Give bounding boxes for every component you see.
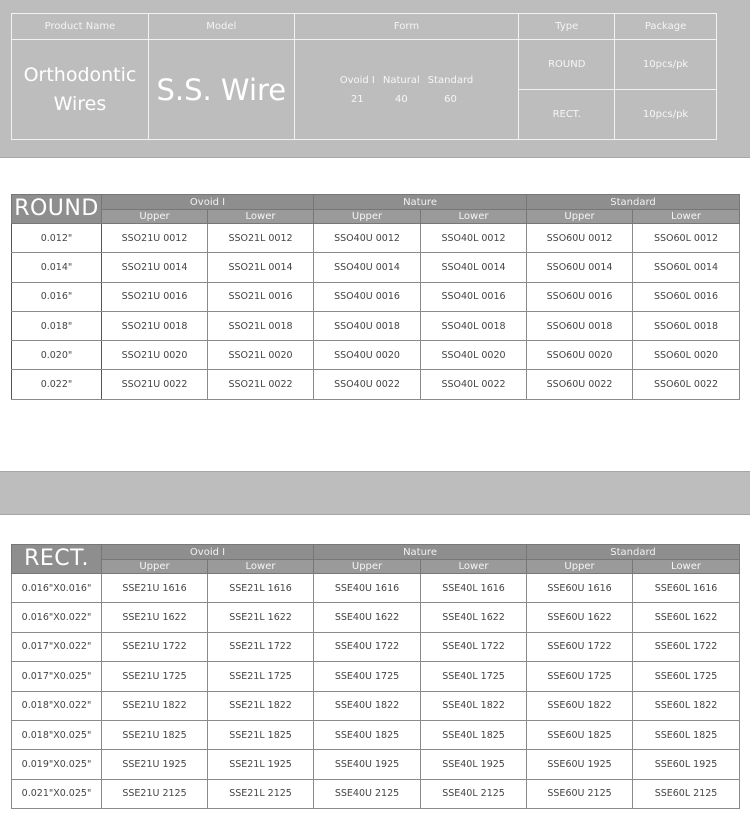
size-cell: 0.014" bbox=[12, 253, 102, 282]
package-rect: 10pcs/pk bbox=[615, 90, 717, 140]
code-cell: SSO21L 0014 bbox=[208, 253, 314, 282]
table-row bbox=[12, 750, 740, 779]
code-cell: SSO60U 0012 bbox=[527, 224, 633, 253]
table-row bbox=[12, 603, 740, 632]
type-round: ROUND bbox=[519, 40, 615, 90]
sub-lower: Lower bbox=[208, 560, 314, 574]
code-cell: SSE60U 1825 bbox=[527, 720, 633, 749]
code-cell: SSO60U 0022 bbox=[527, 370, 633, 399]
code-cell: SSE21L 1622 bbox=[208, 603, 314, 632]
sub-upper: Upper bbox=[527, 210, 633, 224]
model-name: S.S. Wire bbox=[148, 40, 294, 140]
code-cell: SSO40U 0020 bbox=[314, 341, 421, 370]
code-cell: SSE21U 1616 bbox=[102, 574, 208, 603]
group-standard: Standard bbox=[527, 195, 740, 210]
code-cell: SSE60L 1622 bbox=[633, 603, 740, 632]
code-cell: SSO21L 0012 bbox=[208, 224, 314, 253]
group-ovoid: Ovoid I bbox=[102, 195, 314, 210]
code-cell: SSE60L 1725 bbox=[633, 662, 740, 691]
code-cell: SSO40L 0022 bbox=[421, 370, 527, 399]
sub-lower: Lower bbox=[421, 560, 527, 574]
code-cell: SSO21L 0020 bbox=[208, 341, 314, 370]
code-cell: SSE60U 2125 bbox=[527, 779, 633, 808]
code-cell: SSO40U 0016 bbox=[314, 282, 421, 311]
code-cell: SSE60L 1822 bbox=[633, 691, 740, 720]
code-cell: SSO21L 0018 bbox=[208, 311, 314, 340]
code-cell: SSE60L 1616 bbox=[633, 574, 740, 603]
code-cell: SSO60U 0016 bbox=[527, 282, 633, 311]
code-cell: SSO21L 0016 bbox=[208, 282, 314, 311]
size-cell: 0.017"X0.025" bbox=[12, 662, 102, 691]
sub-upper: Upper bbox=[527, 560, 633, 574]
size-cell: 0.016"X0.022" bbox=[12, 603, 102, 632]
code-cell: SSE21L 1725 bbox=[208, 662, 314, 691]
code-cell: SSE60U 1822 bbox=[527, 691, 633, 720]
code-cell: SSE21U 2125 bbox=[102, 779, 208, 808]
code-cell: SSO21U 0022 bbox=[102, 370, 208, 399]
code-cell: SSO60U 0020 bbox=[527, 341, 633, 370]
code-cell: SSE60U 1616 bbox=[527, 574, 633, 603]
code-cell: SSO40L 0018 bbox=[421, 311, 527, 340]
code-cell: SSE21L 1822 bbox=[208, 691, 314, 720]
product-name-line2: Wires bbox=[53, 92, 107, 115]
code-cell: SSO60L 0016 bbox=[633, 282, 740, 311]
table-row bbox=[12, 662, 740, 691]
spec-banner bbox=[0, 0, 750, 158]
section-divider bbox=[0, 471, 750, 515]
code-cell: SSE21L 1616 bbox=[208, 574, 314, 603]
form-code-standard: 60 bbox=[444, 93, 457, 105]
code-cell: SSO40L 0012 bbox=[421, 224, 527, 253]
table-row bbox=[12, 574, 740, 603]
code-cell: SSO21U 0020 bbox=[102, 341, 208, 370]
size-cell: 0.018"X0.025" bbox=[12, 720, 102, 749]
table-row bbox=[12, 282, 740, 311]
table-row bbox=[12, 779, 740, 808]
sub-lower: Lower bbox=[633, 560, 740, 574]
size-cell: 0.012" bbox=[12, 224, 102, 253]
code-cell: SSE60L 1722 bbox=[633, 632, 740, 661]
code-cell: SSE40U 1822 bbox=[314, 691, 421, 720]
code-cell: SSO40U 0014 bbox=[314, 253, 421, 282]
code-cell: SSO60U 0014 bbox=[527, 253, 633, 282]
size-cell: 0.020" bbox=[12, 341, 102, 370]
code-cell: SSE60U 1622 bbox=[527, 603, 633, 632]
table-row bbox=[12, 311, 740, 340]
sub-upper: Upper bbox=[314, 560, 421, 574]
code-cell: SSO40U 0012 bbox=[314, 224, 421, 253]
code-cell: SSE60U 1925 bbox=[527, 750, 633, 779]
code-cell: SSE21U 1725 bbox=[102, 662, 208, 691]
header-product-name: Product Name bbox=[12, 14, 149, 40]
group-nature: Nature bbox=[314, 545, 527, 560]
code-cell: SSO21U 0012 bbox=[102, 224, 208, 253]
code-cell: SSO21U 0018 bbox=[102, 311, 208, 340]
code-cell: SSO40L 0014 bbox=[421, 253, 527, 282]
size-cell: 0.016"X0.016" bbox=[12, 574, 102, 603]
table-row bbox=[12, 224, 740, 253]
group-standard: Standard bbox=[527, 545, 740, 560]
code-cell: SSE40U 2125 bbox=[314, 779, 421, 808]
code-cell: SSE40U 1925 bbox=[314, 750, 421, 779]
code-cell: SSO60L 0022 bbox=[633, 370, 740, 399]
table-row bbox=[12, 691, 740, 720]
code-cell: SSO60L 0014 bbox=[633, 253, 740, 282]
form-code-ovoid: 21 bbox=[350, 93, 364, 105]
form-label-ovoid: Ovoid I bbox=[339, 74, 375, 86]
code-cell: SSE40U 1622 bbox=[314, 603, 421, 632]
code-cell: SSO40U 0018 bbox=[314, 311, 421, 340]
sub-upper: Upper bbox=[102, 560, 208, 574]
sub-upper: Upper bbox=[102, 210, 208, 224]
code-cell: SSO40L 0020 bbox=[421, 341, 527, 370]
code-cell: SSE60L 1925 bbox=[633, 750, 740, 779]
spec-table bbox=[11, 13, 717, 140]
code-cell: SSO40U 0022 bbox=[314, 370, 421, 399]
size-cell: 0.021"X0.025" bbox=[12, 779, 102, 808]
code-cell: SSE60U 1722 bbox=[527, 632, 633, 661]
size-cell: 0.019"X0.025" bbox=[12, 750, 102, 779]
code-cell: SSE40L 2125 bbox=[421, 779, 527, 808]
rect-table bbox=[11, 544, 740, 809]
group-nature: Nature bbox=[314, 195, 527, 210]
code-cell: SSO21U 0016 bbox=[102, 282, 208, 311]
sub-upper: Upper bbox=[314, 210, 421, 224]
code-cell: SSE21L 1722 bbox=[208, 632, 314, 661]
table-row bbox=[12, 341, 740, 370]
code-cell: SSE21L 1925 bbox=[208, 750, 314, 779]
header-package: Package bbox=[615, 14, 717, 40]
code-cell: SSE40U 1616 bbox=[314, 574, 421, 603]
product-name-line1: Orthodontic bbox=[23, 63, 137, 86]
size-cell: 0.022" bbox=[12, 370, 102, 399]
header-form: Form bbox=[294, 14, 519, 40]
code-cell: SSE21L 1825 bbox=[208, 720, 314, 749]
round-table bbox=[11, 194, 740, 400]
code-cell: SSE40U 1825 bbox=[314, 720, 421, 749]
code-cell: SSE60U 1725 bbox=[527, 662, 633, 691]
code-cell: SSE40U 1725 bbox=[314, 662, 421, 691]
code-cell: SSE60L 1825 bbox=[633, 720, 740, 749]
code-cell: SSE40L 1822 bbox=[421, 691, 527, 720]
code-cell: SSE21U 1825 bbox=[102, 720, 208, 749]
code-cell: SSO40L 0016 bbox=[421, 282, 527, 311]
header-model: Model bbox=[148, 14, 294, 40]
code-cell: SSO60U 0018 bbox=[527, 311, 633, 340]
group-ovoid: Ovoid I bbox=[102, 545, 314, 560]
form-values bbox=[294, 40, 519, 140]
sub-lower: Lower bbox=[421, 210, 527, 224]
product-name bbox=[12, 40, 149, 140]
table-row bbox=[12, 253, 740, 282]
form-code-natural: 40 bbox=[394, 93, 408, 105]
form-label-standard: Standard bbox=[427, 74, 474, 86]
code-cell: SSE21U 1822 bbox=[102, 691, 208, 720]
code-cell: SSO60L 0018 bbox=[633, 311, 740, 340]
code-cell: SSO21L 0022 bbox=[208, 370, 314, 399]
code-cell: SSE40U 1722 bbox=[314, 632, 421, 661]
code-cell: SSE40L 1616 bbox=[421, 574, 527, 603]
package-round: 10pcs/pk bbox=[615, 40, 717, 90]
size-cell: 0.018"X0.022" bbox=[12, 691, 102, 720]
form-label-natural: Natural bbox=[382, 74, 420, 86]
size-cell: 0.018" bbox=[12, 311, 102, 340]
code-cell: SSO60L 0012 bbox=[633, 224, 740, 253]
code-cell: SSE21U 1925 bbox=[102, 750, 208, 779]
code-cell: SSE21U 1622 bbox=[102, 603, 208, 632]
code-cell: SSE40L 1925 bbox=[421, 750, 527, 779]
code-cell: SSE21U 1722 bbox=[102, 632, 208, 661]
size-cell: 0.016" bbox=[12, 282, 102, 311]
code-cell: SSE40L 1722 bbox=[421, 632, 527, 661]
code-cell: SSE60L 2125 bbox=[633, 779, 740, 808]
rect-label: RECT. bbox=[12, 545, 102, 574]
table-row bbox=[12, 632, 740, 661]
table-row bbox=[12, 370, 740, 399]
code-cell: SSE40L 1825 bbox=[421, 720, 527, 749]
code-cell: SSE21L 2125 bbox=[208, 779, 314, 808]
sub-lower: Lower bbox=[633, 210, 740, 224]
code-cell: SSE40L 1725 bbox=[421, 662, 527, 691]
round-label: ROUND bbox=[12, 195, 102, 224]
table-row bbox=[12, 720, 740, 749]
sub-lower: Lower bbox=[208, 210, 314, 224]
header-type: Type bbox=[519, 14, 615, 40]
type-rect: RECT. bbox=[519, 90, 615, 140]
code-cell: SSO21U 0014 bbox=[102, 253, 208, 282]
code-cell: SSE40L 1622 bbox=[421, 603, 527, 632]
code-cell: SSO60L 0020 bbox=[633, 341, 740, 370]
size-cell: 0.017"X0.022" bbox=[12, 632, 102, 661]
